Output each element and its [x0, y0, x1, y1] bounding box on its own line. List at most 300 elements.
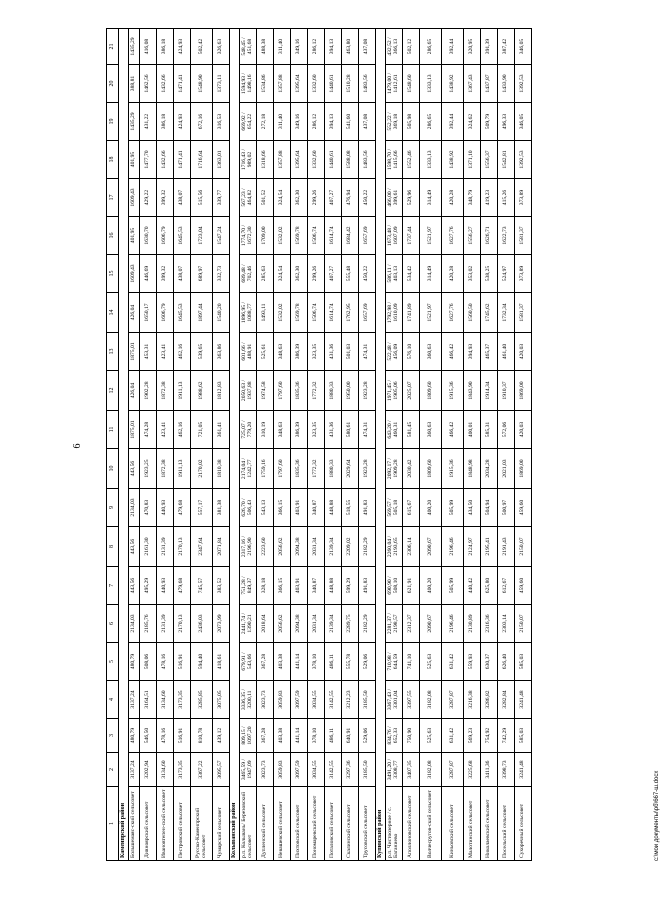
column-number: 11 [107, 411, 119, 449]
value-cell: 2150,07 [515, 605, 532, 643]
section-row [230, 29, 240, 861]
value-cell: 3137,24 [129, 681, 140, 719]
value-cell: 316,53 [213, 103, 230, 141]
value-cell: 2182,29 [359, 605, 376, 643]
table-row [342, 29, 359, 861]
value-cell: 546,50 [140, 719, 157, 753]
value-cell: 450,22 [359, 179, 376, 217]
value-cell: 2139,34 [325, 605, 342, 643]
value-cell: 599,29 [342, 567, 359, 605]
value-cell: 1581,37 [515, 293, 532, 333]
value-cell: 373,89 [515, 179, 532, 217]
value-cell: 1797,60 [274, 371, 291, 411]
value-cell: 443,56 [129, 567, 140, 605]
value-cell: 3173,35 [174, 753, 191, 787]
file-path-footer: c:\мои документы\рб\667-ш.docx [654, 770, 660, 861]
column-number: 8 [107, 527, 119, 567]
value-cell: 431,36 [325, 411, 342, 449]
value-cell: 348,79 [464, 179, 481, 217]
column-number-row [107, 29, 119, 861]
value-cell: 1911,13 [174, 449, 191, 489]
value-cell: 407,27 [325, 255, 342, 293]
value-cell: 1792,98 / 1610,09 [386, 293, 403, 333]
value-cell: 2056,62 [274, 527, 291, 567]
value-cell: 1521,97 [420, 293, 442, 333]
value-cell: 1471,41 [174, 141, 191, 179]
value-cell: 557,17 [191, 489, 213, 527]
value-cell: 3212,23 [342, 681, 359, 719]
value-cell: 386,18 [157, 29, 174, 65]
value-cell: 453,31 [140, 333, 157, 371]
value-cell: 2196,46 [442, 527, 464, 567]
settlement-name: Дивноярский сельсовет [140, 787, 157, 861]
value-cell: 3185,50 [359, 753, 376, 787]
table-row [174, 29, 191, 861]
value-cell: 326,63 [213, 29, 230, 65]
value-cell: 1835,36 [291, 449, 308, 489]
value-cell: 400,01 [464, 411, 481, 449]
value-cell: 310,19 [257, 411, 274, 449]
value-cell: 400,20 [420, 567, 442, 605]
settlement-name: Трусовский сельсовет [359, 787, 376, 861]
settlement-name: Малотинский сельсовет [464, 787, 481, 861]
value-cell: 3367,43 / 3301,04 [386, 681, 403, 719]
column-number: 13 [107, 333, 119, 371]
value-cell: 529,06 [359, 719, 376, 753]
value-cell: 1540,20 [213, 293, 230, 333]
value-cell: 615,67 [403, 489, 420, 527]
value-cell: 311,40 [274, 103, 291, 141]
value-cell: 1440,61 [325, 65, 342, 103]
value-cell: 1897,44 [191, 293, 213, 333]
value-cell: 525,63 [420, 643, 442, 681]
value-cell: 1437,87 [481, 65, 498, 103]
value-cell: 1835,36 [291, 371, 308, 411]
value-cell: 387,42 [498, 29, 515, 65]
settlement-name: Сухоречный сельсовет [515, 787, 532, 861]
value-cell: 462,16 [174, 333, 191, 371]
value-cell: 1848,98 [464, 449, 481, 489]
value-cell: 1440,61 [325, 141, 342, 179]
value-cell: 3034,55 [308, 753, 325, 787]
value-cell: 1914,34 [481, 371, 498, 411]
value-cell: 1716,64 [191, 141, 213, 179]
value-cell: 524,97 [498, 255, 515, 293]
value-cell: 400,20 [420, 489, 442, 527]
value-cell: 349,16 [291, 29, 308, 65]
settlement-name: Поталовский сельсовет [325, 787, 342, 861]
value-cell: 621,91 [403, 567, 420, 605]
value-cell: 446,69 [140, 255, 157, 293]
value-cell: 3297,36 [342, 753, 359, 787]
value-cell: 690,90 / 508,10 [386, 567, 403, 605]
value-cell: 1880,33 [325, 371, 342, 411]
value-cell: 669,92 / 654,22 [240, 103, 257, 141]
value-cell: 1812,83 [213, 371, 230, 411]
value-cell: 3137,24 [129, 753, 140, 787]
value-cell: 3225,68 [464, 753, 481, 787]
value-cell: 366,15 [274, 567, 291, 605]
table-row [240, 29, 257, 861]
value-cell: 1392,53 [515, 141, 532, 179]
value-cell: 1880,33 [325, 449, 342, 489]
value-cell: 1762,95 [342, 293, 359, 333]
value-cell: 399,32 [157, 179, 174, 217]
value-cell: 3202,94 [140, 753, 157, 787]
value-cell: 2182,29 [359, 527, 376, 567]
value-cell: 1532,02 [274, 293, 291, 333]
value-cell: 3216,38 [464, 681, 481, 719]
value-cell: 1875,01 [129, 411, 140, 449]
value-cell: 1471,41 [174, 65, 191, 103]
column-number: 15 [107, 255, 119, 293]
value-cell: 508,06 [140, 643, 157, 681]
value-cell: 810,78 [191, 719, 213, 753]
value-cell: 3407,35 [403, 753, 420, 787]
value-cell: 1797,60 [274, 449, 291, 489]
value-cell: 1542,81 [498, 141, 515, 179]
value-cell: 2090,67 [420, 527, 442, 567]
value-cell: 1606,79 [157, 217, 174, 255]
table-row [291, 29, 308, 861]
column-number: 5 [107, 643, 119, 681]
value-cell: 2170,13 [174, 527, 191, 567]
value-cell: 741,10 [403, 643, 420, 681]
value-cell: 1974,58 [257, 371, 274, 411]
value-cell: 443,56 [129, 527, 140, 567]
column-number: 16 [107, 217, 119, 255]
value-cell: 2056,62 [274, 605, 291, 643]
value-cell: 2223,60 [257, 527, 274, 567]
column-number: 9 [107, 489, 119, 527]
value-cell: 399,32 [157, 255, 174, 293]
settlement-name: Большемаяс-ский сельсовет [129, 787, 140, 861]
value-cell: 750,90 [403, 719, 420, 753]
value-cell: 1709,00 [257, 217, 274, 255]
value-cell: 529,06 [359, 643, 376, 681]
value-cell: 403,91 [291, 489, 308, 527]
value-cell: 2289,75 [342, 605, 359, 643]
value-cell: 2260,04 / 2193,65 [386, 527, 403, 567]
value-cell: 3397,55 [403, 681, 420, 719]
value-cell: 1772,32 [308, 371, 325, 411]
settlement-name: Русско-Каменпрский сельсовет [191, 787, 213, 861]
value-cell: 491,83 [359, 489, 376, 527]
column-number: 6 [107, 605, 119, 643]
table-row [420, 29, 442, 861]
table-row [386, 29, 403, 861]
value-cell: 466,42 [442, 333, 464, 371]
value-cell: 500,97 [498, 489, 515, 527]
value-cell: 2347,64 [191, 527, 213, 567]
column-number: 10 [107, 449, 119, 489]
value-cell: 332,73 [213, 255, 230, 293]
value-cell: 572,06 [498, 411, 515, 449]
value-cell: 314,49 [420, 179, 442, 217]
value-cell: 437,08 [359, 103, 376, 141]
value-cell: 480,79 [129, 719, 140, 753]
section-title: Каменпрский район [119, 29, 129, 861]
value-cell: 548,45 / 451,68 [240, 29, 257, 65]
value-cell: 479,68 [174, 567, 191, 605]
value-cell: 1650,17 [140, 293, 157, 333]
value-cell: 439,12 [213, 719, 230, 753]
value-cell: 465,37 [481, 333, 498, 371]
column-number: 1 [107, 787, 119, 861]
value-cell: 834,76 / 652,33 [386, 719, 403, 753]
value-cell: 1318,66 [257, 141, 274, 179]
value-cell: 1911,13 [174, 371, 191, 411]
value-cell: 2018,64 [257, 605, 274, 643]
value-cell: 383,52 [213, 567, 230, 605]
value-cell: 1809,60 [420, 449, 442, 489]
value-cell: 3059,83 [274, 681, 291, 719]
value-cell: 612,67 [498, 567, 515, 605]
column-number: 4 [107, 681, 119, 719]
value-cell: 1923,25 [140, 449, 157, 489]
value-cell: 539,65 [191, 333, 213, 371]
value-cell: 1462,56 [140, 65, 157, 103]
value-cell: 479,68 [174, 489, 191, 527]
value-cell: 1723,04 [191, 217, 213, 255]
value-cell: 426,04 [129, 371, 140, 411]
value-cell: 441,14 [291, 719, 308, 753]
value-cell: 1548,60 [403, 65, 420, 103]
value-cell: 1626,71 [481, 217, 498, 255]
value-cell: 2021,03 [498, 449, 515, 489]
value-cell: 286,12 [308, 103, 325, 141]
value-cell: 346,05 [515, 29, 532, 65]
value-cell: 1810,38 [213, 449, 230, 489]
value-cell: 1477,70 [140, 141, 157, 179]
value-cell: 1609,43 [129, 255, 140, 293]
value-cell: 1915,36 [442, 371, 464, 411]
value-cell: 3023,73 [257, 753, 274, 787]
value-cell: 2209,02 [342, 527, 359, 567]
value-cell: 1510,28 [342, 65, 359, 103]
column-number: 19 [107, 103, 119, 141]
value-cell: 2092,17 / 1909,28 [386, 449, 403, 489]
value-cell: 502,12 [403, 29, 420, 65]
value-cell: 443,56 [129, 449, 140, 489]
value-cell: 569,23 [464, 719, 481, 753]
value-cell: 2195,41 [481, 527, 498, 567]
value-cell: 541,60 [342, 103, 359, 141]
value-cell: 394,13 [325, 29, 342, 65]
table-row [498, 29, 515, 861]
value-cell: 809,15 / 1097,20 [240, 719, 257, 753]
value-cell: 1438,92 [442, 141, 464, 179]
value-cell: 403,38 [274, 719, 291, 753]
value-cell: 2303,14 [498, 605, 515, 643]
value-cell: 486,11 [325, 643, 342, 681]
value-cell: 3287,87 [442, 753, 464, 787]
value-cell: 431,36 [325, 333, 342, 371]
value-cell: 339,77 [213, 179, 230, 217]
value-cell: 1548,90 [191, 65, 213, 103]
section-row [119, 29, 129, 861]
value-cell: 505,99 [442, 489, 464, 527]
value-cell: 438,07 [174, 179, 191, 217]
value-cell: 725,07 / 779,20 [240, 411, 257, 449]
value-cell: 1609,43 [129, 179, 140, 217]
value-cell: 323,35 [308, 411, 325, 449]
value-cell: 470,83 [140, 489, 157, 527]
value-cell: 1923,28 [359, 371, 376, 411]
value-cell: 515,56 [191, 179, 213, 217]
value-cell: 1357,88 [274, 141, 291, 179]
value-cell: 349,16 [291, 103, 308, 141]
value-cell: 501,03 [342, 333, 359, 371]
settlement-name: Пестровский сельсовет [174, 787, 191, 861]
value-cell: 585,03 [515, 643, 532, 681]
value-cell: 751,28 / 849,37 [240, 567, 257, 605]
value-cell: 1716,43 / 989,02 [240, 141, 257, 179]
value-cell: 1915,36 [442, 449, 464, 489]
value-cell: 1556,27 [464, 217, 481, 255]
settlement-name: р.п. Колывань/ Березовский сельсовет [240, 787, 257, 861]
value-cell: 366,15 [274, 489, 291, 527]
value-cell: 272,18 [257, 103, 274, 141]
value-cell: 516,91 [174, 719, 191, 753]
value-cell: 403,38 [274, 643, 291, 681]
value-cell: 486,11 [325, 719, 342, 753]
value-cell: 504,94 [481, 489, 498, 527]
value-cell: 1950,00 [342, 371, 359, 411]
table-row [129, 29, 140, 861]
value-cell: 3287,87 [442, 681, 464, 719]
value-cell: 440,42 [464, 567, 481, 605]
value-cell: 388,81 [129, 65, 140, 103]
value-cell: 348,63 [274, 411, 291, 449]
value-cell: 2124,97 [464, 527, 481, 567]
value-cell: 403,91 [291, 567, 308, 605]
table-row [464, 29, 481, 861]
column-number: 20 [107, 65, 119, 103]
value-cell: 432,52 / 366,13 [386, 29, 403, 65]
value-cell: 1630,70 [140, 217, 157, 255]
value-cell: 491,83 [359, 567, 376, 605]
value-cell: 392,44 [442, 29, 464, 65]
value-cell: 299,26 [308, 179, 325, 217]
value-cell: 626,70 / 506,43 [240, 489, 257, 527]
value-cell: 496,33 [498, 103, 515, 141]
value-cell: 401,95 [129, 217, 140, 255]
value-cell: 480,79 [129, 643, 140, 681]
value-cell: 474,28 [140, 411, 157, 449]
value-cell: 2312,37 [403, 605, 420, 643]
value-cell: 348,63 [274, 333, 291, 371]
value-cell: 340,87 [308, 567, 325, 605]
value-cell: 1552,46 [403, 141, 420, 179]
value-cell: 3285,85 [191, 681, 213, 719]
value-cell: 580,61 [342, 411, 359, 449]
value-cell: 1732,34 [498, 293, 515, 333]
value-cell: 1657,69 [359, 293, 376, 333]
value-cell: 745,57 [191, 567, 213, 605]
value-cell: 3095,57 [213, 753, 230, 787]
value-cell: 459,60 [515, 567, 532, 605]
value-cell: 534,42 [403, 255, 420, 293]
value-cell: 555,48 [342, 255, 359, 293]
value-cell: 640,91 [342, 719, 359, 753]
value-cell: 324,54 [274, 179, 291, 217]
value-cell: 2281,37 / 2198,57 [386, 605, 403, 643]
value-cell: 378,10 [308, 643, 325, 681]
value-cell: 1875,01 [129, 333, 140, 371]
value-cell: 1872,38 [157, 371, 174, 411]
value-cell: 594,40 [191, 643, 213, 681]
value-cell: 721,05 [191, 411, 213, 449]
value-cell: 626,40 [498, 643, 515, 681]
settlement-name: Пономаревский сельсовет [308, 787, 325, 861]
value-cell: 3142,55 [325, 681, 342, 719]
value-cell: 3023,73 [257, 681, 274, 719]
value-cell: 438,07 [174, 255, 191, 293]
value-cell: 1395,64 [291, 141, 308, 179]
value-cell: 1684,42 [342, 217, 359, 255]
value-cell: 2174,04 / 1242,77 [240, 449, 257, 489]
value-cell: 1774,70 / 1672,30 [240, 217, 257, 255]
value-cell: 3134,60 [157, 753, 174, 787]
value-cell: 1521,97 [420, 217, 442, 255]
value-cell: 2131,39 [157, 527, 174, 567]
column-number: 7 [107, 567, 119, 605]
value-cell: 2170,02 [191, 449, 213, 489]
value-cell: 1506,74 [308, 217, 325, 255]
value-cell: 420,28 [442, 255, 464, 293]
value-cell: 466,00 / 399,61 [386, 179, 403, 217]
value-cell: 1483,56 [359, 65, 376, 103]
table-row [515, 29, 532, 861]
value-cell: 1367,43 [464, 65, 481, 103]
value-cell: 1588,08 [342, 141, 359, 179]
value-cell: 299,26 [308, 255, 325, 293]
value-cell: 420,03 [515, 411, 532, 449]
settlement-name: Пихтовский сельсовет [291, 787, 308, 861]
value-cell: 488,38 [257, 29, 274, 65]
value-cell: 394,93 [464, 333, 481, 371]
value-cell: 311,40 [274, 29, 291, 65]
value-cell: 420,03 [515, 333, 532, 371]
value-cell: 1435,29 [129, 29, 140, 65]
settlement-name: Скалинский сельсовет [342, 787, 359, 861]
value-cell: 3173,35 [174, 681, 191, 719]
value-cell: 362,30 [291, 255, 308, 293]
value-cell: 440,93 [157, 489, 174, 527]
settlement-name: р.п. Чистоозерное / с. Баганиево [386, 787, 403, 861]
value-cell: 3367,22 [191, 753, 213, 787]
value-cell: 1745,62 [481, 293, 498, 333]
value-cell: 502,42 [191, 29, 213, 65]
value-cell: 353,02 [464, 255, 481, 293]
value-cell: 2139,34 [325, 527, 342, 567]
column-number: 17 [107, 179, 119, 217]
value-cell: 1759,16 [257, 449, 274, 489]
value-cell: 529,96 [403, 179, 420, 217]
value-cell: 392,44 [442, 103, 464, 141]
value-cell: 340,87 [308, 489, 325, 527]
value-cell: 3336,35 / 3200,11 [240, 681, 257, 719]
value-cell: 2073,99 [213, 605, 230, 643]
value-cell: 1547,24 [213, 217, 230, 255]
value-cell: 1569,78 [291, 293, 308, 333]
table-row [359, 29, 376, 861]
section-title: Купинский район [376, 29, 386, 861]
value-cell: 314,49 [420, 255, 442, 293]
value-cell: 518,55 [342, 489, 359, 527]
settlement-name: Чумарский сельсовет [213, 787, 230, 861]
